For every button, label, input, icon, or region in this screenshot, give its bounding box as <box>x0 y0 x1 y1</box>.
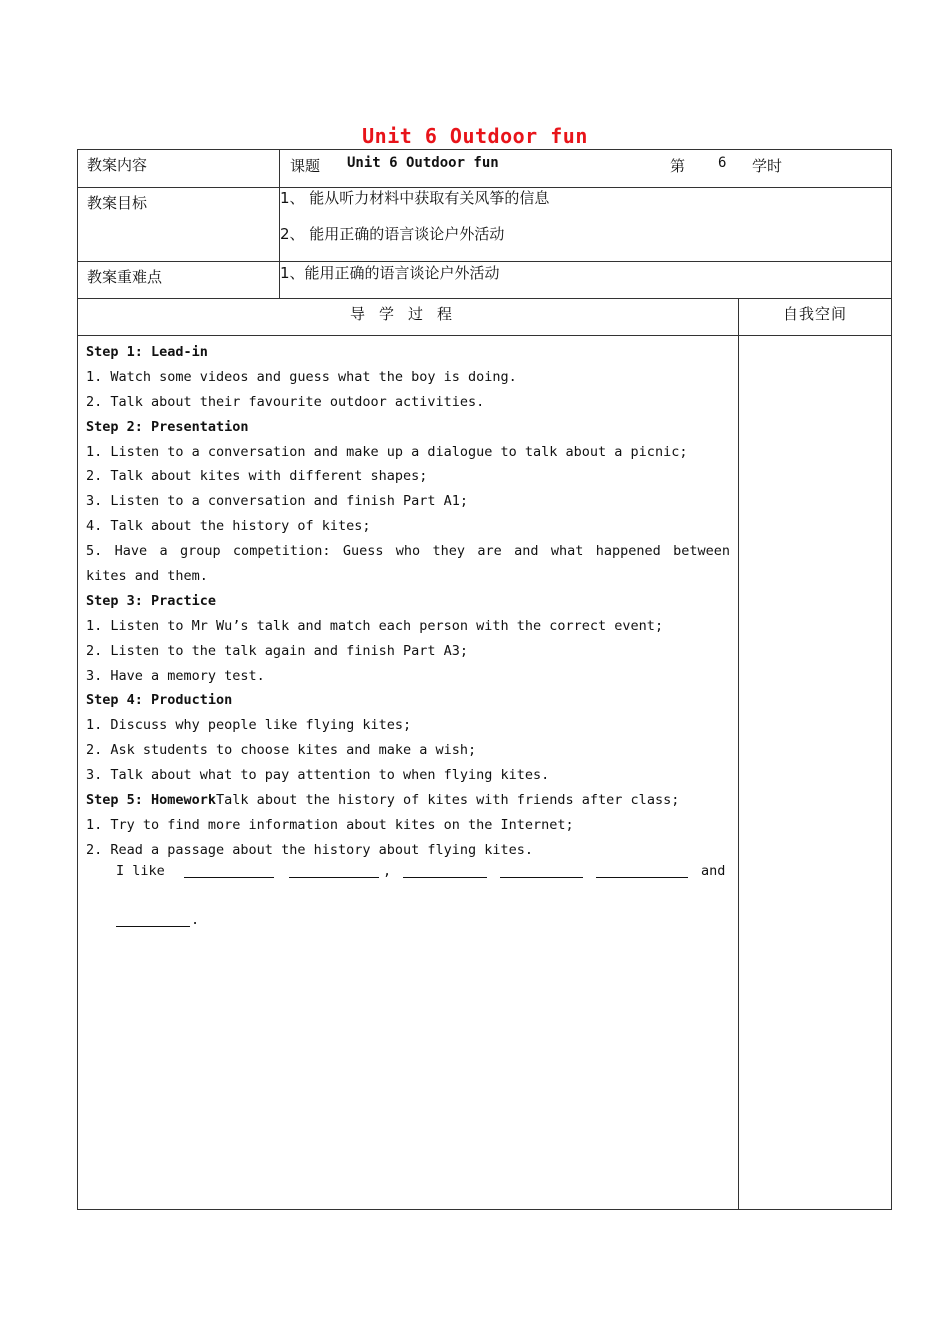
goals-row <box>78 188 892 262</box>
goals-cell <box>280 188 892 262</box>
topic-key: 课题 <box>290 157 321 175</box>
step-inline-text: Talk about the history of kites with friends after class; <box>216 792 680 809</box>
step-5-line <box>86 788 730 813</box>
step-title: Step 3: Practice <box>86 592 217 609</box>
fill-end: . <box>191 911 200 928</box>
page-title: Unit 6 Outdoor fun <box>362 124 588 148</box>
goal-item: 1、 能从听力材料中获取有关风筝的信息 <box>280 189 550 207</box>
step-item: 1. Try to find more information about kites on the Internet; <box>86 816 574 833</box>
step-title: Step 5: Homework <box>86 792 217 809</box>
self-space-cell[interactable] <box>739 336 892 1210</box>
fill-start: I like <box>116 862 165 879</box>
fill-blank[interactable] <box>289 863 379 878</box>
period-prefix: 第 <box>670 157 686 175</box>
goals-label: 教案目标 <box>78 188 280 262</box>
step-title: Step 1: Lead-in <box>86 344 208 360</box>
fill-blank[interactable] <box>116 912 190 927</box>
step-item: 2. Listen to the talk again and finish Part A3; <box>86 642 469 659</box>
lesson-plan-table <box>77 149 892 1210</box>
step-title: Step 4: Production <box>86 692 233 709</box>
key-points-label: 教案重难点 <box>78 262 280 299</box>
step-item: 3. Talk about what to pay attention to when flying kites. <box>86 767 550 784</box>
fill-blank[interactable] <box>500 863 583 878</box>
content-row <box>78 150 892 188</box>
step-item: 1. Listen to a conversation and make up a dialogue to talk about a picnic; <box>86 443 688 460</box>
period-suffix: 学时 <box>752 157 783 175</box>
steps-cell <box>78 336 739 1210</box>
key-points-value: 1、能用正确的语言谈论户外活动 <box>280 262 892 299</box>
step-item: 1. Watch some videos and guess what the boy is doing. <box>86 368 517 385</box>
period-number: 6 <box>718 155 727 171</box>
process-body-row <box>78 336 892 1210</box>
topic-cell <box>280 150 892 188</box>
step-item: 1. Discuss why people like flying kites; <box>86 717 412 734</box>
topic-value: Unit 6 Outdoor fun <box>347 155 499 171</box>
step-item: 3. Have a memory test. <box>86 667 265 684</box>
fill-in-line <box>86 863 730 888</box>
content-label: 教案内容 <box>78 150 280 188</box>
process-header: 导学过程 <box>78 299 739 336</box>
step-item: 3. Listen to a conversation and finish Part A1; <box>86 493 469 510</box>
step-item: 4. Talk about the history of kites; <box>86 518 371 535</box>
fill-blank[interactable] <box>596 863 688 878</box>
self-space-header: 自我空间 <box>739 299 892 336</box>
fill-blank[interactable] <box>184 863 274 878</box>
step-item: 5. Have a group competition: Guess who they are and what happened between <box>86 543 730 560</box>
fill-blank[interactable] <box>403 863 487 878</box>
step-item: 1. Listen to Mr Wu’s talk and match each person with the correct event; <box>86 617 664 634</box>
step-item: 2. Talk about their favourite outdoor activities. <box>86 393 485 410</box>
goal-item: 2、 能用正确的语言谈论户外活动 <box>280 225 505 243</box>
step-item-continued: kites and them. <box>86 568 208 585</box>
fill-and: and <box>701 862 726 879</box>
step-item: 2. Talk about kites with different shapes; <box>86 468 428 485</box>
process-header-row <box>78 299 892 336</box>
step-title: Step 2: Presentation <box>86 418 249 435</box>
fill-comma: , <box>383 862 392 879</box>
key-points-row <box>78 262 892 299</box>
step-item: 2. Read a passage about the history about flying kites. <box>86 841 534 858</box>
fill-in-line-2 <box>86 912 730 937</box>
step-item: 2. Ask students to choose kites and make a wish; <box>86 742 477 759</box>
